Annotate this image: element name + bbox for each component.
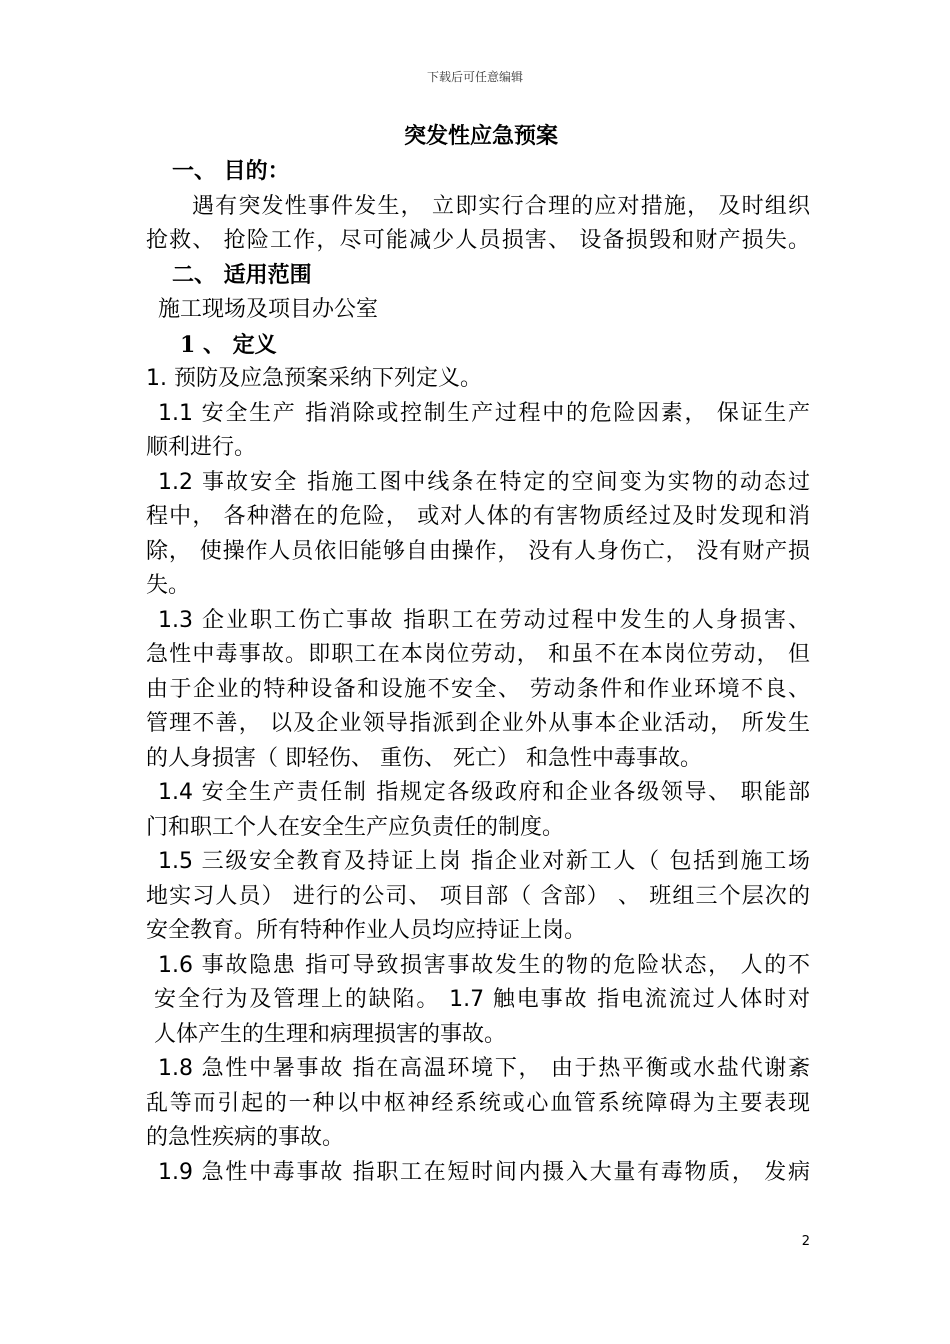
definition-line: 急性中毒事故。即职工在本岗位劳动， 和虽不在本岗位劳动， 但 bbox=[146, 642, 810, 667]
definition-line: 除， 使操作人员依旧能够自由操作， 没有人身伤亡， 没有财产损 bbox=[146, 538, 810, 564]
definition-line: 失。 bbox=[146, 573, 191, 598]
definition-line: 管理不善， 以及企业领导指派到企业外从事本企业活动， 所发生 bbox=[146, 711, 810, 736]
document-title: 突发性应急预案 bbox=[403, 124, 558, 149]
definition-line: 人体产生的生理和病理损害的事故。 bbox=[154, 1021, 507, 1047]
definition-line: 顺利进行。 bbox=[146, 435, 257, 460]
definition-line: 的人身损害（ 即轻伤、 重伤、 死亡） 和急性中毒事故。 bbox=[146, 745, 702, 771]
section-heading-purpose: 一、 目的： bbox=[172, 159, 290, 184]
definition-line: 1.9 急性中毒事故 指职工在短时间内摄入大量有毒物质， 发病 bbox=[158, 1159, 810, 1185]
definition-line: 1.6 事故隐患 指可导致损害事故发生的物的危险状态， 人的不 bbox=[158, 952, 810, 978]
definition-line: 安全教育。所有特种作业人员均应持证上岗。 bbox=[146, 918, 587, 943]
definition-line: 门和职工个人在安全生产应负责任的制度。 bbox=[146, 814, 565, 840]
definition-line: 地实习人员） 进行的公司、 项目部（ 含部） 、 班组三个层次的 bbox=[146, 883, 810, 909]
definition-line: 1.3 企业职工伤亡事故 指职工在劳动过程中发生的人身损害、 bbox=[158, 607, 810, 633]
definition-line: 的急性疾病的事故。 bbox=[146, 1125, 345, 1150]
definition-line: 乱等而引起的一种以中枢神经系统或心血管系统障碍为主要表现 bbox=[146, 1090, 810, 1116]
definition-line: 安全行为及管理上的缺陷。 1.7 触电事故 指电流流过人体时对 bbox=[154, 987, 810, 1012]
definition-line: 程中， 各种潜在的危险， 或对人体的有害物质经过及时发现和消 bbox=[146, 504, 810, 529]
definition-line: 1.2 事故安全 指施工图中线条在特定的空间变为实物的动态过 bbox=[158, 469, 810, 495]
definition-line: 由于企业的特种设备和设施不安全、 劳动条件和作业环境不良、 bbox=[146, 676, 810, 702]
section-heading-scope: 二、 适用范围 bbox=[172, 262, 312, 288]
definition-line: 1.4 安全生产责任制 指规定各级政府和企业各级领导、 职能部 bbox=[158, 780, 810, 805]
paragraph-line: 1. 预防及应急预案采纳下列定义。 bbox=[146, 366, 482, 391]
page-number: 2 bbox=[801, 1234, 810, 1249]
definition-line: 1.8 急性中暑事故 指在高温环境下， 由于热平衡或水盐代谢紊 bbox=[158, 1056, 810, 1081]
paragraph-line: 抢救、 抢险工作，尽可能减少人员损害、 设备损毁和财产损失。 bbox=[146, 228, 810, 253]
section-heading-definitions: 1 、 定义 bbox=[180, 331, 277, 358]
paragraph-line: 施工现场及项目办公室 bbox=[158, 297, 379, 322]
document-body bbox=[146, 119, 810, 1190]
paragraph-line: 遇有突发性事件发生， 立即实行合理的应对措施， 及时组织 bbox=[192, 193, 810, 219]
header-note: 下载后可任意编辑 bbox=[426, 70, 523, 84]
definition-line: 1.5 三级安全教育及持证上岗 指企业对新工人（ 包括到施工场 bbox=[158, 849, 810, 874]
definition-line: 1.1 安全生产 指消除或控制生产过程中的危险因素， 保证生产 bbox=[158, 400, 810, 426]
